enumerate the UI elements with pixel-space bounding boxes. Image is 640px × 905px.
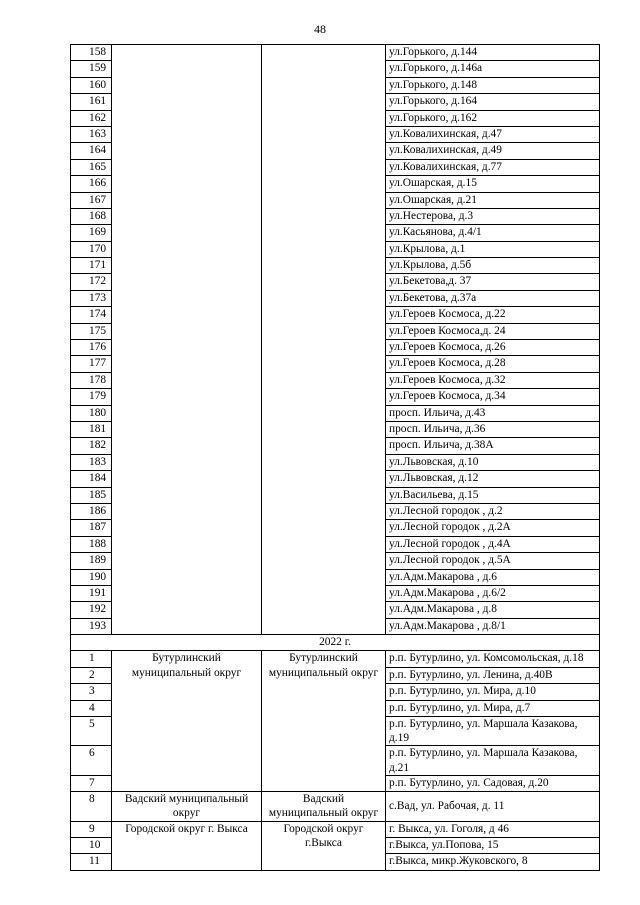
- address-cell: просп. Ильича, д.38А: [386, 438, 600, 454]
- row-number: 9: [71, 821, 112, 837]
- municipality-cell: Бутурлинский муниципальный округ: [262, 651, 386, 792]
- address-cell: с.Вад, ул. Рабочая, д. 11: [386, 792, 600, 821]
- row-number: 158: [71, 45, 112, 61]
- row-number: 161: [71, 94, 112, 110]
- row-number: 176: [71, 340, 112, 356]
- row-number: 4: [71, 700, 112, 716]
- row-number: 1: [71, 651, 112, 667]
- address-cell: г. Выкса, ул. Гоголя, д 46: [386, 821, 600, 837]
- address-cell: ул.Героев Космоса, д.32: [386, 372, 600, 388]
- address-cell: ул.Героев Космоса, д.22: [386, 307, 600, 323]
- address-cell: ул.Бекетова,д. 37: [386, 274, 600, 290]
- address-cell: ул.Адм.Макарова , д.6: [386, 569, 600, 585]
- address-cell: ул.Горького, д.162: [386, 110, 600, 126]
- address-cell: ул.Адм.Макарова , д.6/2: [386, 585, 600, 601]
- address-cell: ул.Героев Космоса, д.26: [386, 340, 600, 356]
- address-cell: ул.Крылова, д.1: [386, 241, 600, 257]
- address-cell: ул.Ошарская, д.21: [386, 192, 600, 208]
- address-cell: ул.Бекетова, д.37а: [386, 290, 600, 306]
- region-cell-empty: [112, 45, 262, 635]
- table-row: [71, 651, 600, 667]
- address-cell: ул.Героев Космоса, д.34: [386, 389, 600, 405]
- row-number: 175: [71, 323, 112, 339]
- row-number: 165: [71, 159, 112, 175]
- address-cell: р.п. Бутурлино, ул. Комсомольская, д.18: [386, 651, 600, 667]
- row-number: 5: [71, 717, 112, 746]
- region-cell: Городской округ г. Выкса: [112, 821, 262, 870]
- row-number: 186: [71, 503, 112, 519]
- row-number: 6: [71, 746, 112, 775]
- address-cell: ул.Львовская, д.12: [386, 471, 600, 487]
- address-cell: ул.Васильева, д.15: [386, 487, 600, 503]
- municipality-cell-empty: [262, 45, 386, 635]
- row-number: 174: [71, 307, 112, 323]
- address-cell: р.п. Бутурлино, ул. Ленина, д.40В: [386, 667, 600, 683]
- address-cell: г.Выкса, микр.Жуковского, 8: [386, 854, 600, 870]
- address-cell: ул.Адм.Макарова , д.8: [386, 602, 600, 618]
- municipality-cell: Вадский муниципальный округ: [262, 792, 386, 821]
- row-number: 184: [71, 471, 112, 487]
- row-number: 189: [71, 553, 112, 569]
- row-number: 177: [71, 356, 112, 372]
- row-number: 167: [71, 192, 112, 208]
- row-number: 190: [71, 569, 112, 585]
- address-cell: ул.Лесной городок , д.2: [386, 503, 600, 519]
- year-label: 2022 г.: [71, 635, 600, 651]
- address-cell: ул.Героев Космоса,д. 24: [386, 323, 600, 339]
- row-number: 7: [71, 775, 112, 791]
- row-number: 2: [71, 667, 112, 683]
- table-row: [71, 45, 600, 61]
- table-row: [71, 792, 600, 821]
- address-cell: ул.Касьянова, д.4/1: [386, 225, 600, 241]
- row-number: 159: [71, 61, 112, 77]
- address-cell: ул.Горького, д.144: [386, 45, 600, 61]
- row-number: 8: [71, 792, 112, 821]
- row-number: 160: [71, 77, 112, 93]
- address-cell: ул.Лесной городок , д.5А: [386, 553, 600, 569]
- row-number: 10: [71, 838, 112, 854]
- row-number: 193: [71, 618, 112, 634]
- region-cell: Бутурлинский муниципальный округ: [112, 651, 262, 792]
- region-cell: Вадский муниципальный округ: [112, 792, 262, 821]
- row-number: 178: [71, 372, 112, 388]
- table-row: [71, 821, 600, 837]
- year-row: [71, 635, 600, 651]
- address-cell: ул.Ковалихинская, д.49: [386, 143, 600, 159]
- row-number: 180: [71, 405, 112, 421]
- row-number: 187: [71, 520, 112, 536]
- address-cell: ул.Ошарская, д.15: [386, 176, 600, 192]
- address-cell: ул.Горького, д.146а: [386, 61, 600, 77]
- row-number: 191: [71, 585, 112, 601]
- address-cell: ул.Горького, д.164: [386, 94, 600, 110]
- row-number: 171: [71, 258, 112, 274]
- address-cell: ул.Лесной городок , д.2А: [386, 520, 600, 536]
- address-cell: ул.Адм.Макарова , д.8/1: [386, 618, 600, 634]
- row-number: 182: [71, 438, 112, 454]
- address-cell: ул.Горького, д.148: [386, 77, 600, 93]
- row-number: 164: [71, 143, 112, 159]
- addresses-table: [70, 44, 600, 871]
- address-cell: р.п. Бутурлино, ул. Маршала Казакова, д.21: [386, 746, 600, 775]
- row-number: 181: [71, 421, 112, 437]
- row-number: 172: [71, 274, 112, 290]
- address-cell: р.п. Бутурлино, ул. Мира, д.10: [386, 684, 600, 700]
- address-cell: р.п. Бутурлино, ул. Садовая, д.20: [386, 775, 600, 791]
- address-cell: ул.Нестерова, д.3: [386, 208, 600, 224]
- row-number: 170: [71, 241, 112, 257]
- address-cell: ул.Львовская, д.10: [386, 454, 600, 470]
- row-number: 185: [71, 487, 112, 503]
- address-cell: ул.Крылова, д.5б: [386, 258, 600, 274]
- row-number: 183: [71, 454, 112, 470]
- row-number: 3: [71, 684, 112, 700]
- address-cell: ул.Лесной городок , д.4А: [386, 536, 600, 552]
- address-cell: ул.Ковалихинская, д.47: [386, 126, 600, 142]
- row-number: 169: [71, 225, 112, 241]
- row-number: 11: [71, 854, 112, 870]
- address-cell: р.п. Бутурлино, ул. Мира, д.7: [386, 700, 600, 716]
- row-number: 163: [71, 126, 112, 142]
- address-cell: ул.Ковалихинская, д.77: [386, 159, 600, 175]
- address-cell: г.Выкса, ул.Попова, 15: [386, 838, 600, 854]
- row-number: 188: [71, 536, 112, 552]
- address-cell: просп. Ильича, д.43: [386, 405, 600, 421]
- address-cell: просп. Ильича, д.36: [386, 421, 600, 437]
- row-number: 166: [71, 176, 112, 192]
- row-number: 168: [71, 208, 112, 224]
- address-cell: р.п. Бутурлино, ул. Маршала Казакова, д.19: [386, 717, 600, 746]
- row-number: 173: [71, 290, 112, 306]
- municipality-cell: Городской округ г.Выкса: [262, 821, 386, 870]
- page-number: 48: [314, 22, 326, 36]
- row-number: 192: [71, 602, 112, 618]
- address-cell: ул.Героев Космоса, д.28: [386, 356, 600, 372]
- row-number: 179: [71, 389, 112, 405]
- row-number: 162: [71, 110, 112, 126]
